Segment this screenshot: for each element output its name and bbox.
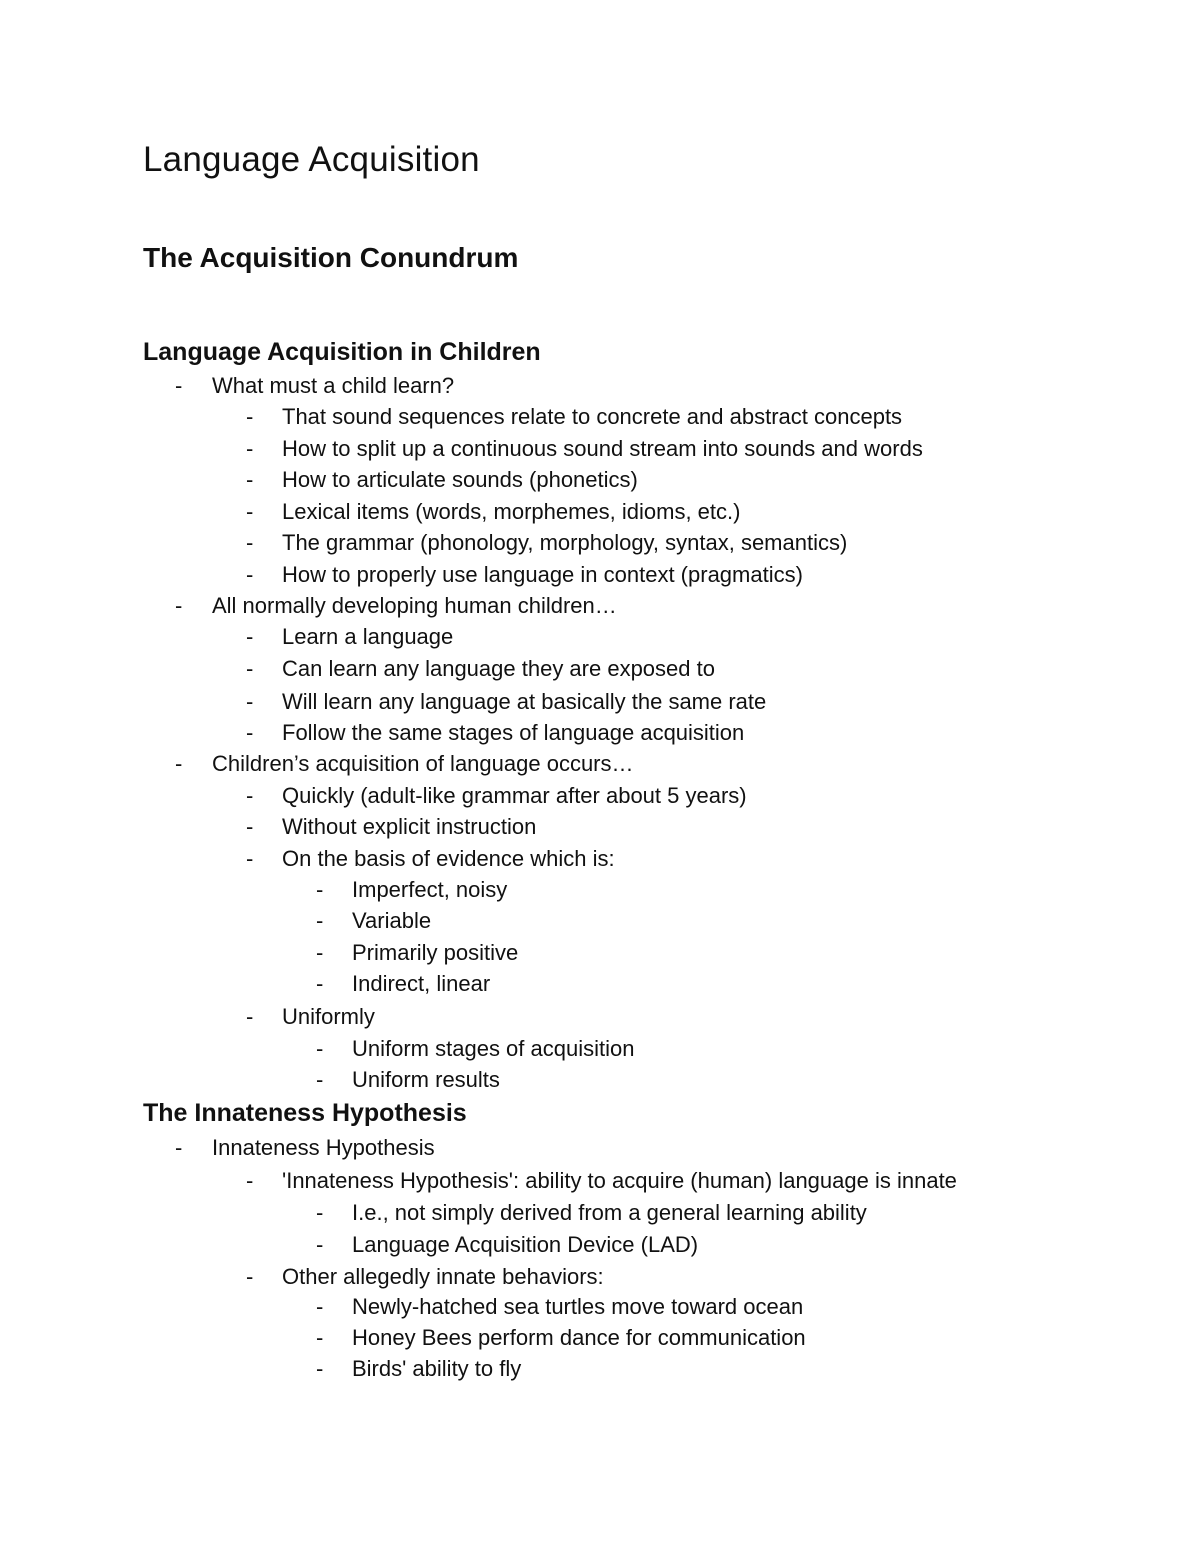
heading-language-acquisition-in-children: Language Acquisition in Children <box>143 338 541 366</box>
list-item-level3: Language Acquisition Device (LAD) <box>352 1232 699 1257</box>
list-item-level1: Innateness Hypothesis <box>212 1135 435 1160</box>
list-item-level3: Variable <box>352 908 432 933</box>
bullet-dash: - <box>316 877 324 902</box>
bullet-dash: - <box>316 1067 324 1092</box>
heading-innateness-hypothesis: The Innateness Hypothesis <box>143 1099 467 1127</box>
bullet-dash: - <box>246 689 254 714</box>
list-item-level1: All normally developing human children… <box>212 593 617 618</box>
list-item-level2: How to split up a continuous sound stream into sounds and words <box>282 436 923 461</box>
list-item-level2: Follow the same stages of language acquisition <box>282 720 745 745</box>
bullet-dash: - <box>316 971 324 996</box>
list-item-level2: On the basis of evidence which is: <box>282 846 615 871</box>
list-item-level2: 'Innateness Hypothesis': ability to acquire (human) language is innate <box>282 1168 957 1193</box>
list-item-level1: What must a child learn? <box>212 373 455 398</box>
list-item-level3: Indirect, linear <box>352 971 491 996</box>
list-item-level2: How to articulate sounds (phonetics) <box>282 467 638 492</box>
bullet-dash: - <box>246 783 254 808</box>
bullet-dash: - <box>316 1200 324 1225</box>
bullet-dash: - <box>246 1004 254 1029</box>
list-item-level2: Quickly (adult-like grammar after about 5 years) <box>282 783 747 808</box>
bullet-dash: - <box>246 624 254 649</box>
list-item-level3: Primarily positive <box>352 940 519 965</box>
bullet-dash: - <box>246 499 254 524</box>
bullet-dash: - <box>316 1325 324 1350</box>
list-item-level2: Lexical items (words, morphemes, idioms, etc.) <box>282 499 741 524</box>
bullet-dash: - <box>246 436 254 461</box>
list-item-level2: Learn a language <box>282 624 454 649</box>
list-item-level3: Uniform results <box>352 1067 500 1092</box>
bullet-dash: - <box>246 404 254 429</box>
list-item-level3: Newly-hatched sea turtles move toward ocean <box>352 1294 804 1319</box>
bullet-dash: - <box>246 1264 254 1289</box>
document-title: Language Acquisition <box>143 140 480 179</box>
bullet-dash: - <box>316 1232 324 1257</box>
bullet-dash: - <box>246 720 254 745</box>
bullet-dash: - <box>246 846 254 871</box>
list-item-level2: Without explicit instruction <box>282 814 537 839</box>
list-item-level3: I.e., not simply derived from a general learning ability <box>352 1200 867 1225</box>
list-item-level2: Will learn any language at basically the same rate <box>282 689 767 714</box>
bullet-dash: - <box>246 530 254 555</box>
list-item-level2: That sound sequences relate to concrete and abstract concepts <box>282 404 903 429</box>
section-subtitle: The Acquisition Conundrum <box>143 242 519 273</box>
list-item-level2: Can learn any language they are exposed to <box>282 656 715 681</box>
list-item-level2: Other allegedly innate behaviors: <box>282 1264 604 1289</box>
list-item-level2: Uniformly <box>282 1004 375 1029</box>
bullet-dash: - <box>246 467 254 492</box>
bullet-dash: - <box>246 814 254 839</box>
list-item-level3: Uniform stages of acquisition <box>352 1036 635 1061</box>
bullet-dash: - <box>246 562 254 587</box>
list-item-level2: How to properly use language in context (pragmatics) <box>282 562 803 587</box>
bullet-dash: - <box>246 656 254 681</box>
list-item-level3: Honey Bees perform dance for communication <box>352 1325 806 1350</box>
bullet-dash: - <box>316 1294 324 1319</box>
bullet-dash: - <box>316 1356 324 1381</box>
bullet-dash: - <box>316 1036 324 1061</box>
bullet-dash: - <box>316 908 324 933</box>
bullet-dash: - <box>175 1135 183 1160</box>
bullet-dash: - <box>316 940 324 965</box>
list-item-level3: Imperfect, noisy <box>352 877 508 902</box>
list-item-level2: The grammar (phonology, morphology, syntax, semantics) <box>282 530 848 555</box>
bullet-dash: - <box>175 751 183 776</box>
bullet-dash: - <box>175 373 183 398</box>
list-item-level1: Children’s acquisition of language occurs… <box>212 751 634 776</box>
bullet-dash: - <box>175 593 183 618</box>
bullet-dash: - <box>246 1168 254 1193</box>
list-item-level3: Birds' ability to fly <box>352 1356 522 1381</box>
